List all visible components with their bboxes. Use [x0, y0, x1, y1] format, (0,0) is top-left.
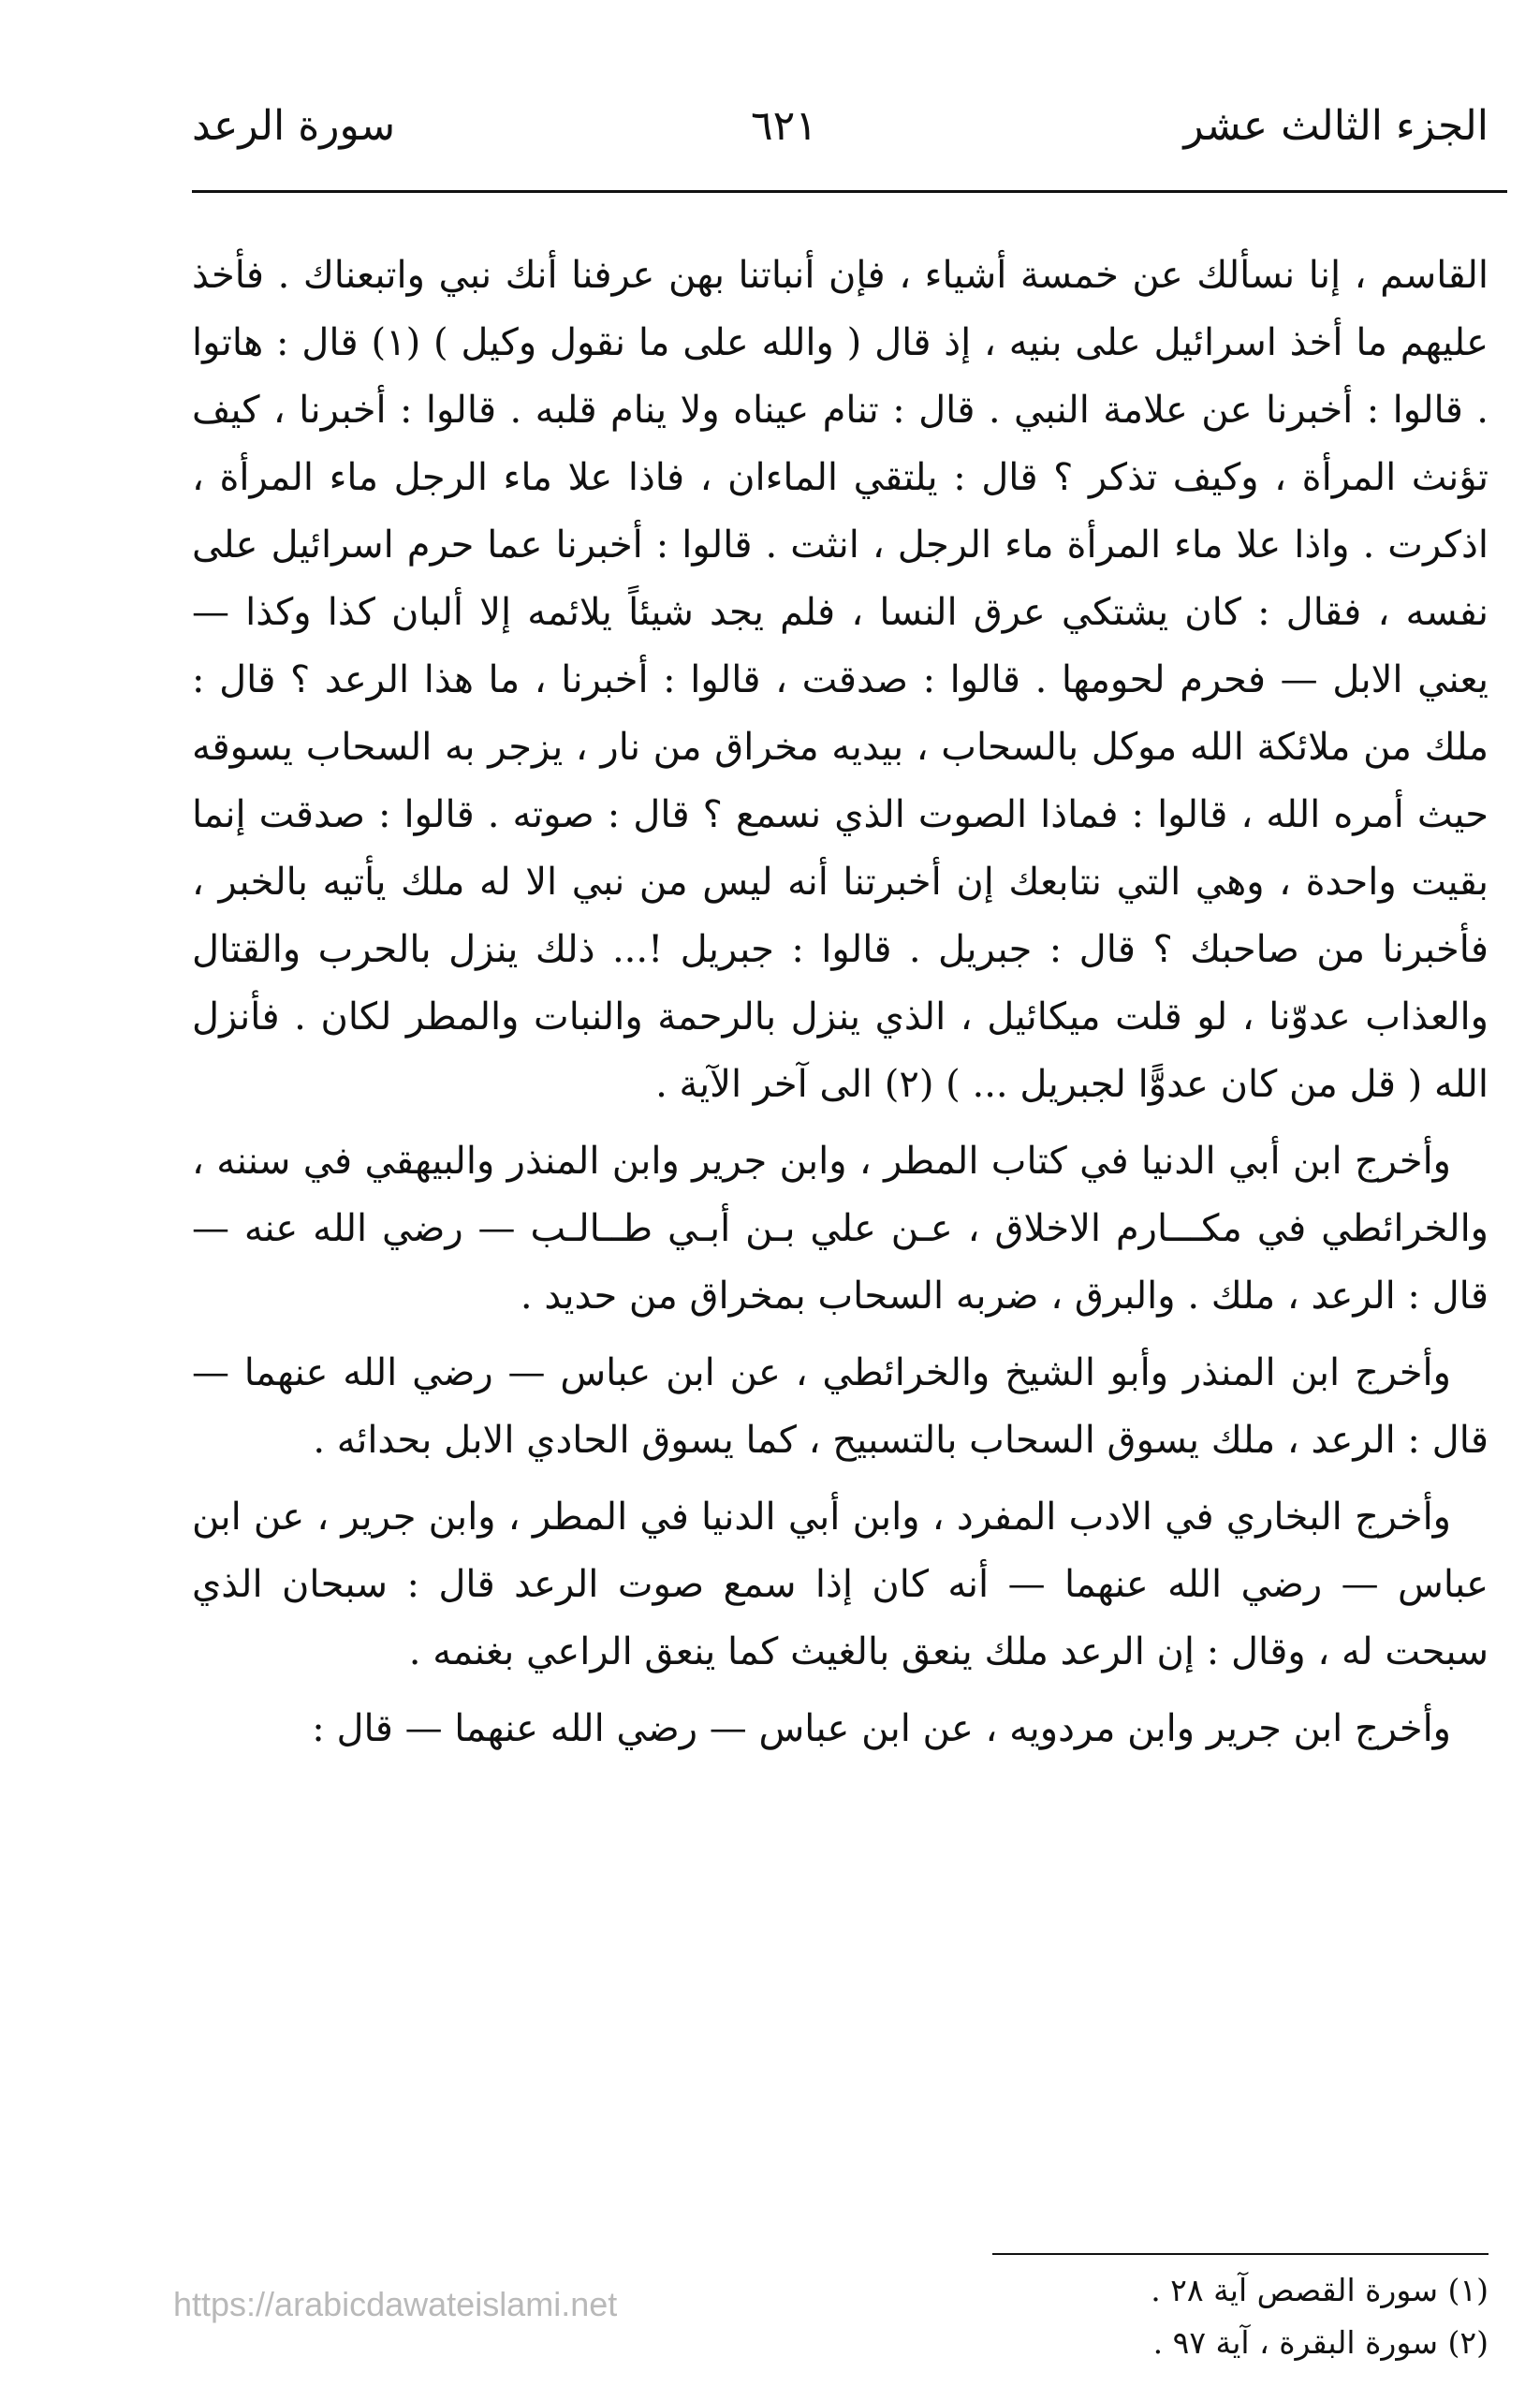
- header-part: الجزء الثالث عشر: [1183, 102, 1489, 150]
- paragraph: وأخرج ابن المنذر وأبو الشيخ والخرائطي ، عن ابن عباس — رضي الله عنهما — قال : الرعد ، ملك يسوق السحاب بالتسبيح ، كما يسوق الحادي الابل بحدائه .: [192, 1351, 1489, 1462]
- page-number: ٦٢١: [751, 102, 817, 150]
- paragraph: القاسم ، إنا نسألك عن خمسة أشياء ، فإن أنباتنا بهن عرفنا أنك نبي واتبعناك . فأخذ عليهم ما أخذ اسرائيل على بنيه ، إذ قال ( والله على ما نقول وكيل ) (١) قال : هاتوا . قالوا : أخبرنا عن علامة النبي . قال : تنام عيناه ولا ينام قلبه . قالوا : أخبرنا ، كيف تؤنث المرأة ، وكيف تذكر ؟ قال : يلتقي الماءان ، فاذا علا ماء الرجل ماء المرأة ، اذكرت . واذا علا ماء المرأة ماء الرجل ، انثت . قالوا : أخبرنا عما حرم اسرائيل على نفسه ، فقال : كان يشتكي عرق النسا ، فلم يجد شيئاً يلائمه إلا ألبان كذا وكذا — يعني الابل — فحرم لحومها . قالوا : صدقت ، قالوا : أخبرنا ، ما هذا الرعد ؟ قال : ملك من ملائكة الله موكل بالسحاب ، بيديه مخراق من نار ، يزجر به السحاب يسوقه حيث أمره الله ، قالوا : فماذا الصوت الذي نسمع ؟ قال : صوته . قالوا : صدقت إنما بقيت واحدة ، وهي التي نتابعك إن أخبرتنا أنه ليس من نبي الا له ملك يأتيه بالخبر ، فأخبرنا من صاحبك ؟ قال : جبريل . قالوا : جبريل !... ذلك ينزل بالحرب والقتال والعذاب عدوّنا ، لو قلت ميكائيل ، الذي ينزل بالرحمة والنبات والمطر لكان . فأنزل الله ( قل من كان عدوًّا لجبريل ... ) (٢) الى آخر الآية .: [192, 254, 1489, 1106]
- footnote-divider: [992, 2253, 1489, 2255]
- main-text: [192, 242, 1489, 1762]
- footnotes: [833, 2264, 1489, 2369]
- paragraph: وأخرج البخاري في الادب المفرد ، وابن أبي الدنيا في المطر ، وابن جرير ، عن ابن عباس — رضي الله عنهما — أنه كان إذا سمع صوت الرعد قال : سبحان الذي سبحت له ، وقال : إن الرعد ملك ينعق بالغيث كما ينعق الراعي بغنمه .: [192, 1496, 1489, 1673]
- watermark-url: https://arabicdawateislami.net: [173, 2285, 618, 2323]
- header-divider: [192, 190, 1507, 193]
- header-surah: سورة الرعد: [192, 102, 396, 150]
- paragraph: وأخرج ابن جرير وابن مردويه ، عن ابن عباس — رضي الله عنهما — قال :: [312, 1707, 1451, 1750]
- paragraph: وأخرج ابن أبي الدنيا في كتاب المطر ، وابن جرير وابن المنذر والبيهقي في سننه ، والخرائطي في مكـــارم الاخلاق ، عـن علي بـن أبـي طــالـب — رضي الله عنه — قال : الرعد ، ملك . والبرق ، ضربه السحاب بمخراق من حديد .: [192, 1140, 1489, 1318]
- footnote: (١) سورة القصص آية ٢٨ .: [1151, 2272, 1489, 2308]
- running-header: [192, 94, 1489, 159]
- footnote: (٢) سورة البقرة ، آية ٩٧ .: [1152, 2324, 1489, 2361]
